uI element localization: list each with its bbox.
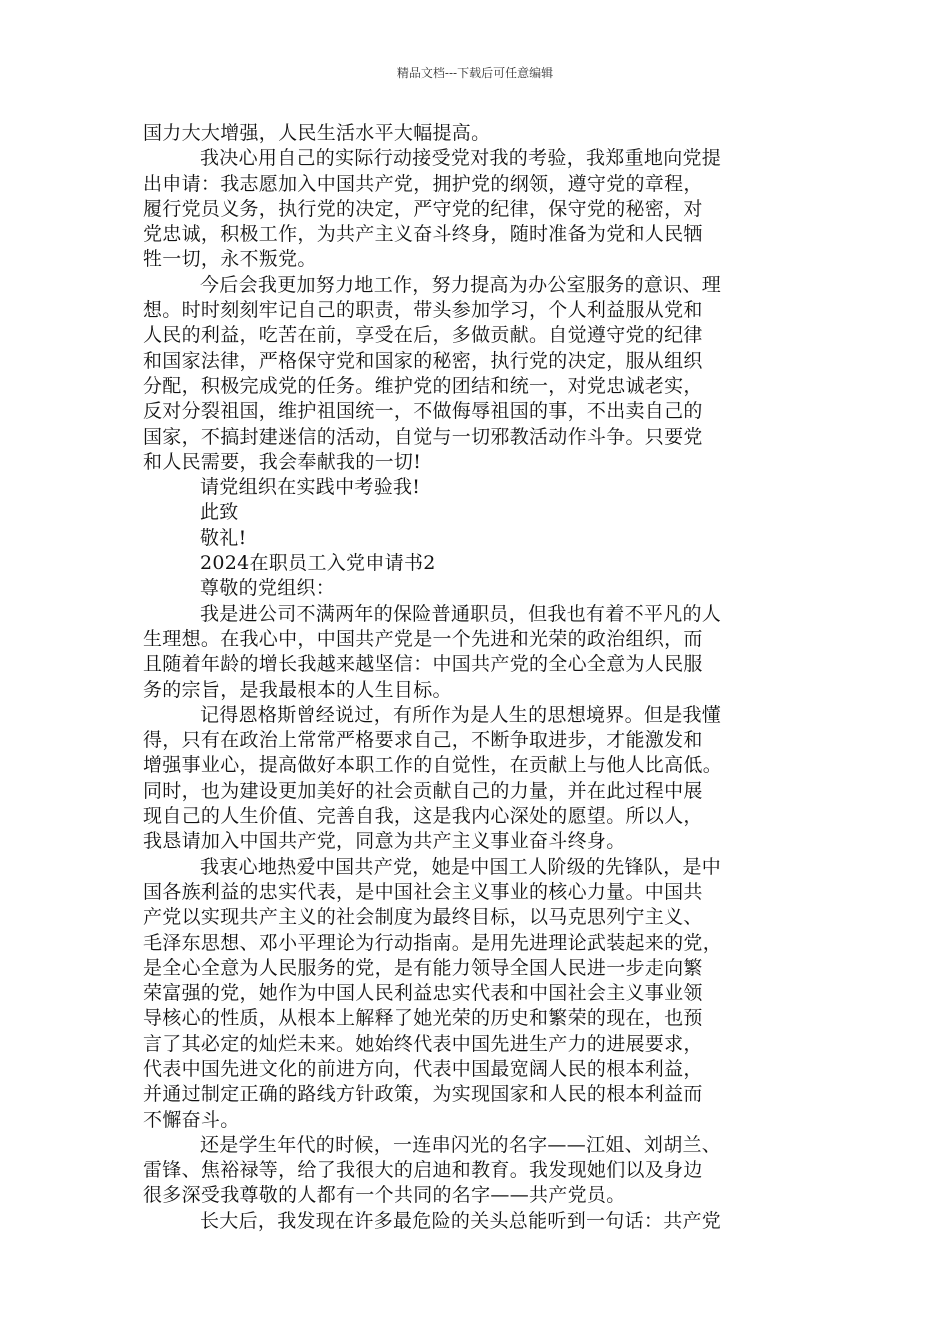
text-line: 言了其必定的灿烂未来。她始终代表中国先进生产力的进展要求，: [143, 1032, 703, 1055]
text-line: 国各族利益的忠实代表，是中国社会主义事业的核心力量。中国共: [143, 880, 703, 903]
text-line: 我决心用自己的实际行动接受党对我的考验，我郑重地向党提: [200, 147, 722, 170]
text-line: 雷锋、焦裕禄等，给了我很大的启迪和教育。我发现她们以及身边: [143, 1159, 703, 1182]
text-line: 且随着年龄的增长我越来越坚信：中国共产党的全心全意为人民服: [143, 653, 703, 676]
text-line: 生理想。在我心中，中国共产党是一个先进和光荣的政治组织，而: [143, 627, 703, 650]
text-line: 敬礼!: [200, 526, 247, 549]
text-line: 请党组织在实践中考验我!: [200, 476, 421, 499]
text-line: 代表中国先进文化的前进方向，代表中国最宽阔人民的根本利益，: [143, 1057, 703, 1080]
text-line: 导核心的性质，从根本上解释了她光荣的历史和繁荣的现在，也预: [143, 1007, 703, 1030]
text-line: 得，只有在政治上常常严格要求自己，不断争取进步，才能激发和: [143, 729, 703, 752]
text-line: 今后会我更加努力地工作，努力提高为办公室服务的意识、理: [200, 273, 722, 296]
text-line: 务的宗旨，是我最根本的人生目标。: [143, 678, 452, 701]
text-line: 荣富强的党，她作为中国人民利益忠实代表和中国社会主义事业领: [143, 982, 703, 1005]
text-line: 是全心全意为人民服务的党，是有能力领导全国人民进一步走向繁: [143, 956, 703, 979]
text-line: 国力大大增强，人民生活水平大幅提高。: [143, 122, 491, 144]
text-line: 毛泽东思想、邓小平理论为行动指南。是用先进理论武装起来的党，: [143, 931, 723, 954]
page-header: 精品文档---下载后可任意编辑: [396, 66, 554, 80]
text-line: 我是进公司不满两年的保险普通职员，但我也有着不平凡的人: [200, 602, 722, 625]
text-line: 牲一切，永不叛党。: [143, 248, 317, 271]
text-line: 长大后，我发现在许多最危险的关头总能听到一句话：共产党: [200, 1209, 722, 1232]
document-body: [143, 121, 823, 1234]
text-line: 我衷心地热爱中国共产党，她是中国工人阶级的先锋队，是中: [200, 855, 722, 878]
text-line: 想。时时刻刻牢记自己的职责，带头参加学习，个人利益服从党和: [143, 299, 703, 322]
text-line: 出申请：我志愿加入中国共产党，拥护党的纲领，遵守党的章程，: [143, 172, 703, 195]
text-line: 很多深受我尊敬的人都有一个共同的名字——共产党员。: [143, 1184, 626, 1207]
text-line: 此致: [200, 501, 239, 524]
text-line: 我恳请加入中国共产党，同意为共产主义事业奋斗终身。: [143, 830, 626, 853]
text-line: 增强事业心，提高做好本职工作的自觉性，在贡献上与他人比高低。: [143, 754, 723, 777]
text-line: 产党以实现共产主义的社会制度为最终目标，以马克思列宁主义、: [143, 906, 703, 929]
text-line: 分配，积极完成党的任务。维护党的团结和统一，对党忠诚老实，: [143, 374, 703, 397]
text-line: 并通过制定正确的路线方针政策，为实现国家和人民的根本利益而: [143, 1083, 703, 1106]
text-line: 不懈奋斗。: [143, 1108, 240, 1131]
text-line: 人民的利益，吃苦在前，享受在后，多做贡献。自觉遵守党的纪律: [143, 324, 703, 347]
text-line: 和人民需要，我会奉献我的一切!: [143, 450, 422, 473]
text-line: 和国家法律，严格保守党和国家的秘密，执行党的决定，服从组织: [143, 349, 703, 372]
text-line: 同时，也为建设更加美好的社会贡献自己的力量，并在此过程中展: [143, 779, 703, 802]
text-line: 反对分裂祖国，维护祖国统一，不做侮辱祖国的事，不出卖自己的: [143, 400, 703, 423]
text-line: 现自己的人生价值、完善自我，这是我内心深处的愿望。所以人，: [143, 805, 703, 828]
text-line: 还是学生年代的时候，一连串闪光的名字——江姐、刘胡兰、: [200, 1133, 722, 1156]
text-line: 履行党员义务，执行党的决定，严守党的纪律，保守党的秘密，对: [143, 197, 703, 220]
text-line: 尊敬的党组织：: [200, 577, 336, 600]
text-line: 党忠诚，积极工作，为共产主义奋斗终身，随时准备为党和人民牺: [143, 223, 703, 246]
text-line: 记得恩格斯曾经说过，有所作为是人生的思想境界。但是我懂: [200, 703, 722, 726]
text-line: 国家，不搞封建迷信的活动，自觉与一切邪教活动作斗争。只要党: [143, 425, 703, 448]
text-line: 2024在职员工入党申请书2: [200, 552, 436, 575]
